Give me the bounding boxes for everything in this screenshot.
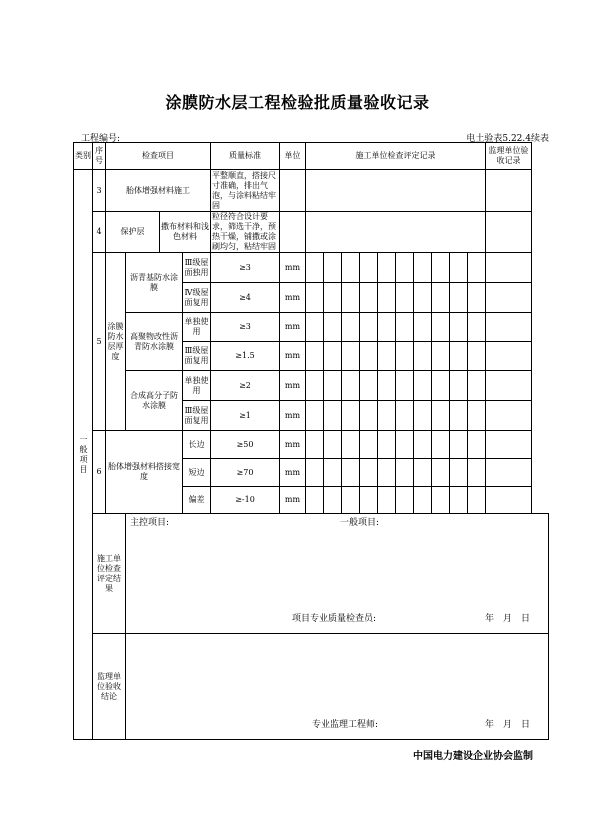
supervision-cell[interactable] [486, 212, 532, 253]
item-5: 涂膜防水层厚度 [106, 253, 126, 431]
unit: mm [280, 313, 306, 342]
cond: 偏差 [183, 487, 211, 514]
header-standard: 质量标准 [211, 143, 280, 170]
header-item: 检查项目 [106, 143, 211, 170]
std: ≥2 [211, 371, 280, 401]
seq-4: 4 [93, 212, 106, 253]
main-items-label: 主控项目: [130, 518, 170, 528]
std: ≥70 [211, 459, 280, 487]
item-3: 胎体增强材料施工 [106, 170, 211, 212]
table-row [74, 431, 549, 459]
seq-5: 5 [93, 253, 106, 431]
std: ≥50 [211, 431, 280, 459]
supervision-section-body[interactable] [126, 634, 549, 740]
item-6: 胎体增强材料搭接宽度 [106, 431, 183, 514]
std: ≥-10 [211, 487, 280, 514]
supervision-cell[interactable] [486, 170, 532, 212]
item-4-sub: 撒布材料和浅色材料 [160, 212, 211, 253]
table-row [74, 371, 549, 401]
inspector-label: 项目专业质量检查员: [292, 614, 377, 624]
inspection-table [73, 142, 549, 740]
standard-3: 平整顺直，搭接尺寸准确，排出气泡，与涂料粘结牢固 [211, 170, 280, 212]
item-5-group-1: 沥青基防水涂膜 [126, 253, 183, 313]
eval-cell[interactable] [306, 212, 486, 253]
seq-6: 6 [93, 431, 106, 514]
supervision-section-row [74, 634, 549, 740]
project-number-label: 工程编号: [81, 134, 121, 144]
table-row [74, 170, 549, 212]
cond: 单独使用 [183, 313, 211, 342]
item-5-group-3: 合成高分子防水涂膜 [126, 371, 183, 431]
construction-section-label: 施工单位检查评定结果 [93, 514, 126, 634]
std: ≥1 [211, 401, 280, 431]
unit: mm [280, 283, 306, 313]
std: ≥1.5 [211, 342, 280, 371]
eval-cell[interactable] [306, 170, 486, 212]
cond: Ⅲ级屋面复用 [183, 401, 211, 431]
supervision-date: 年 月 日 [484, 720, 530, 730]
construction-date: 年 月 日 [484, 614, 530, 624]
cond: 长边 [183, 431, 211, 459]
engineer-label: 专业监理工程师: [312, 720, 379, 730]
form-title: 涂膜防水层工程检验批质量验收记录 [165, 93, 430, 112]
supervision-section-label: 监理单位验收结论 [93, 634, 126, 740]
item-5-group-2: 高聚物改性沥青防水涂膜 [126, 313, 183, 371]
unit: mm [280, 371, 306, 401]
table-row [74, 212, 549, 253]
cond: 短边 [183, 459, 211, 487]
unit: mm [280, 342, 306, 371]
general-items-label: 一般项目: [340, 518, 380, 528]
item-4: 保护层 [106, 212, 160, 253]
header-row [74, 143, 549, 170]
cond: Ⅲ级屋面复用 [183, 342, 211, 371]
construction-section-body[interactable] [126, 514, 549, 634]
standard-4: 粒径符合设计要求，筛选干净，预热干燥，铺撒或涂刷均匀，粘结牢固 [211, 212, 280, 253]
category-general: 一般项目 [74, 170, 93, 740]
header-supervision: 监理单位验收记录 [486, 143, 532, 170]
cond: Ⅳ级屋面复用 [183, 283, 211, 313]
unit: mm [280, 487, 306, 514]
cond: 单独使用 [183, 371, 211, 401]
construction-section-row [74, 514, 549, 634]
unit: mm [280, 253, 306, 283]
std: ≥4 [211, 283, 280, 313]
cond: Ⅲ级屋面独用 [183, 253, 211, 283]
header-unit: 单位 [280, 143, 306, 170]
unit: mm [280, 431, 306, 459]
header-category: 类别 [74, 143, 93, 170]
table-row [74, 253, 549, 283]
table-row [74, 313, 549, 342]
footer-issuer: 中国电力建设企业协会监制 [413, 751, 533, 762]
header-seq: 序号 [93, 143, 106, 170]
unit: mm [280, 401, 306, 431]
std: ≥3 [211, 253, 280, 283]
form-code: 电土验表5.22.4续表 [466, 134, 549, 144]
header-construction-eval: 施工单位检查评定记录 [306, 143, 486, 170]
seq-3: 3 [93, 170, 106, 212]
unit: mm [280, 459, 306, 487]
std: ≥3 [211, 313, 280, 342]
